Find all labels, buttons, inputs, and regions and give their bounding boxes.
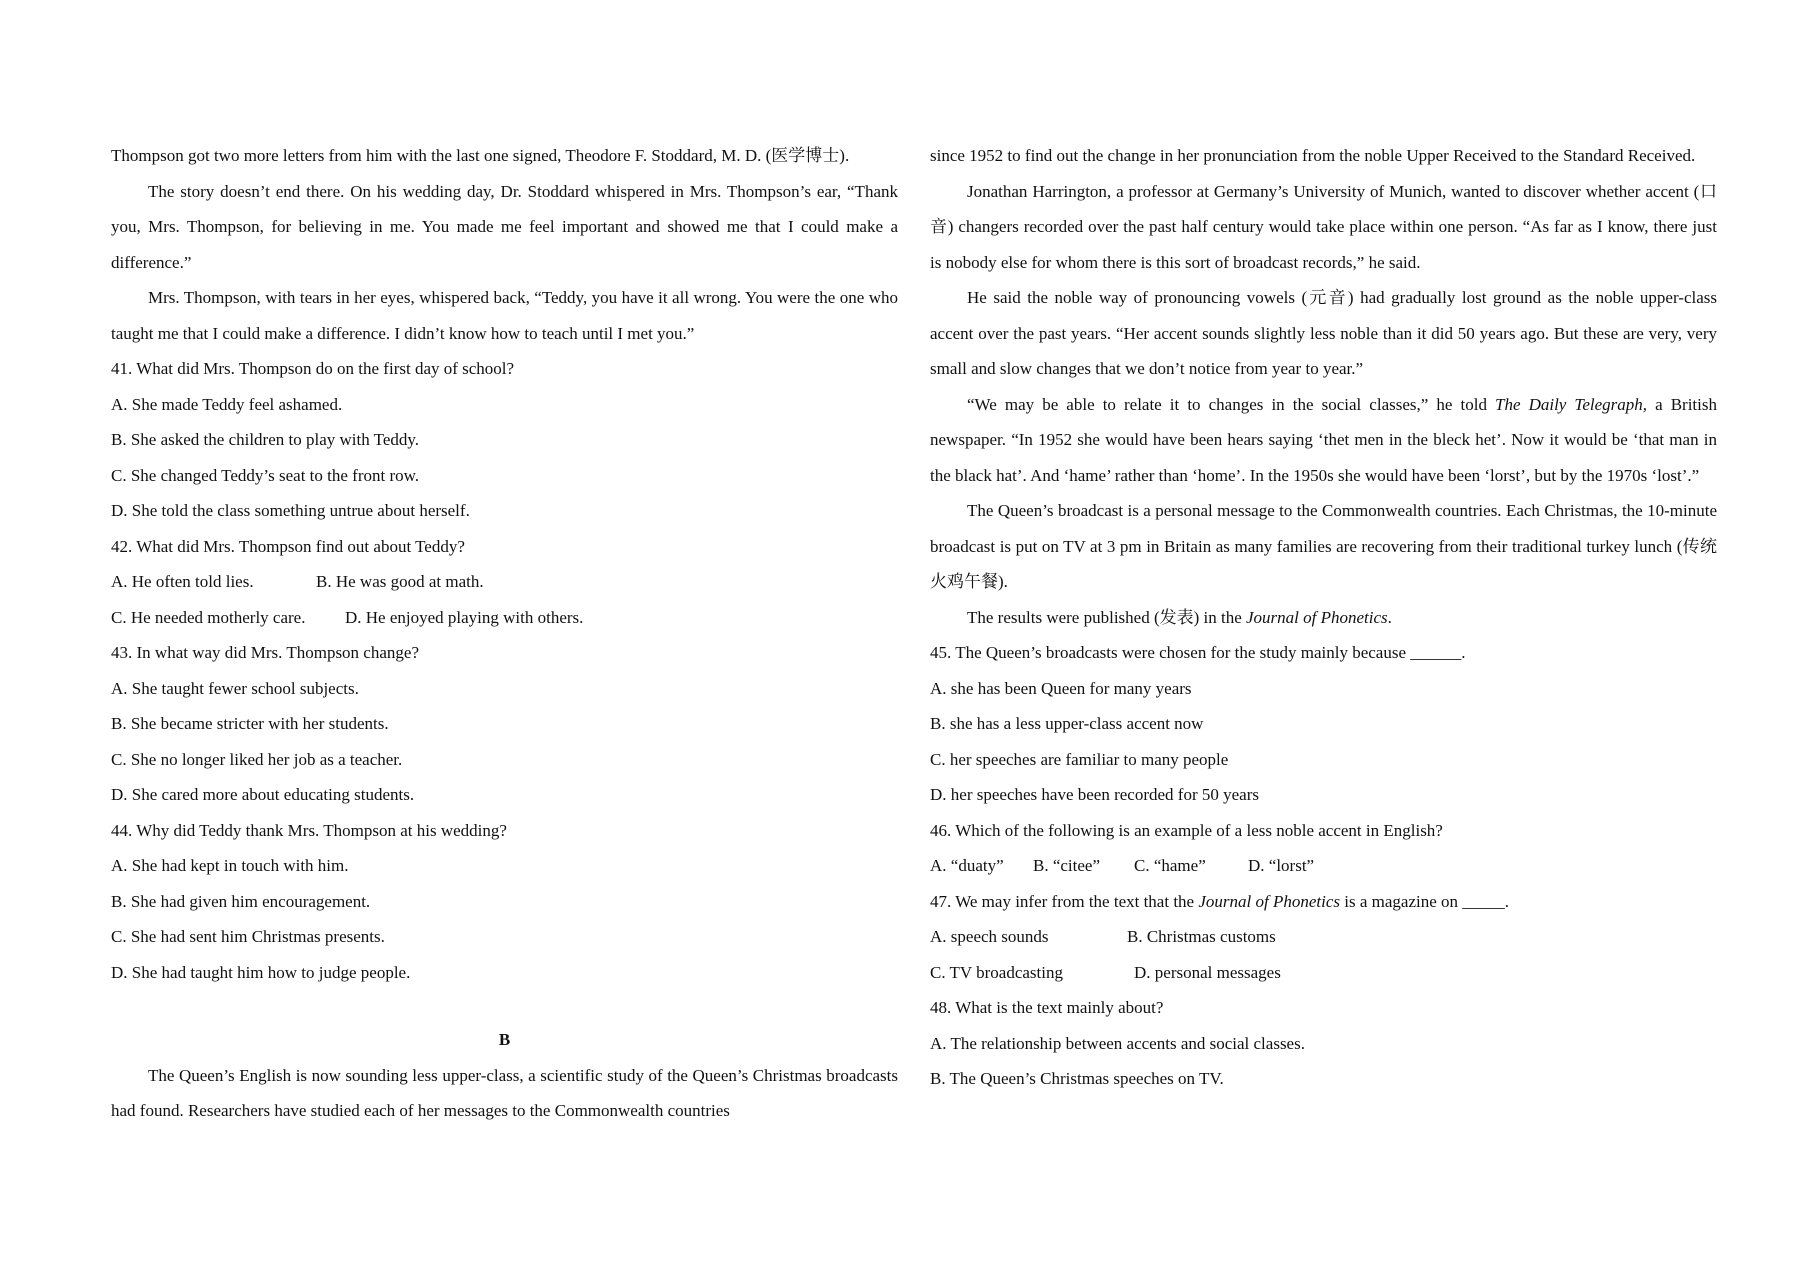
passage-a-paragraph: The story doesn’t end there. On his wedding day, Dr. Stoddard whispered in Mrs. Thompson’s ear, “Thank you, Mrs. Thompson, for believing in me. You made me feel important and showed me that I could make a difference.” [111,181,898,272]
passage-b-paragraph [930,387,1717,494]
paragraph-text: “We may be able to relate it to changes in the social classes,” he told [967,394,1496,414]
question-44-option-a: A. She had kept in touch with him. [111,856,349,875]
question-41-option-c: C. She changed Teddy’s seat to the front row. [111,465,420,485]
question-46-option-b: B. “citee” [1033,856,1101,875]
left-column [111,138,898,1129]
question-42-option-c: C. He needed motherly care. [111,607,306,627]
section-heading-b: B [498,1030,511,1049]
right-column [930,138,1717,1097]
passage-b-paragraph [930,600,1717,636]
question-43-stem: 43. In what way did Mrs. Thompson change? [111,643,419,662]
paragraph-text: The results were published (发表) in the [967,607,1247,627]
question-43-option-b: B. She became stricter with her students. [111,714,389,733]
journal-title: Journal of Phonetics [1246,607,1388,627]
question-43-option-a: A. She taught fewer school subjects. [111,678,359,698]
question-42-option-b: B. He was good at math. [316,572,484,591]
question-44-stem: 44. Why did Teddy thank Mrs. Thompson at his wedding? [111,820,507,840]
question-47-option-a: A. speech sounds [930,927,1049,946]
passage-a-continuation: Thompson got two more letters from him with the last one signed, Theodore F. Stoddard, M. D. (医学博士). [111,146,850,165]
question-48-stem: 48. What is the text mainly about? [930,998,1164,1017]
question-42-stem: 42. What did Mrs. Thompson find out about Teddy? [111,536,465,556]
question-44-option-c: C. She had sent him Christmas presents. [111,927,385,946]
question-47-options-row-2 [930,955,1717,991]
question-45-stem: 45. The Queen’s broadcasts were chosen for the study mainly because ______. [930,643,1466,662]
question-42-options-row-1 [111,564,898,600]
question-46-stem: 46. Which of the following is an example of a less noble accent in English? [930,820,1443,840]
passage-b-paragraph: Jonathan Harrington, a professor at Germany’s University of Munich, wanted to discover whether accent (口音) changers recorded over the past half century would take place within one person. “As far as I know, there just is nobody else for whom there is this sort of broadcast records,” he said. [930,181,1717,272]
passage-b-paragraph: He said the noble way of pronouncing vowels (元音) had gradually lost ground as the noble upper-class accent over the past years. “Her accent sounds slightly less noble than it did 50 years ago. But these are very, very small and slow changes that we don’t notice from year to year.” [930,288,1717,378]
question-43-option-c: C. She no longer liked her job as a teacher. [111,749,403,769]
paragraph-text: a British newspaper. “In 1952 she would have been hears saying ‘thet men in the bleck het’. Now it would be ‘that man in the black hat’. And ‘hame’ rather than ‘home’. In the 1950s she would have been ‘lorst’, but by the 1970s ‘lost’.” [930,394,1717,485]
newspaper-title: The Daily Telegraph, [1495,394,1648,414]
question-48-option-b: B. The Queen’s Christmas speeches on TV. [930,1069,1224,1088]
question-42-option-a: A. He often told lies. [111,572,254,591]
journal-title: Journal of Phonetics [1198,891,1341,911]
question-43-option-d: D. She cared more about educating students. [111,785,415,804]
question-41-stem: 41. What did Mrs. Thompson do on the first day of school? [111,359,515,378]
question-48-option-a: A. The relationship between accents and social classes. [930,1033,1305,1053]
question-42-option-d: D. He enjoyed playing with others. [345,607,584,627]
passage-a-paragraph: Mrs. Thompson, with tears in her eyes, whispered back, “Teddy, you have it all wrong. You were the one who taught me that I could make a difference. I didn’t know how to teach until I met you.” [111,288,898,343]
question-text: is a magazine on _____. [1340,891,1510,911]
paragraph-text: . [1387,607,1392,627]
question-47-option-b: B. Christmas customs [1127,927,1276,946]
question-46-options-row [930,848,1717,884]
question-47-option-c: C. TV broadcasting [930,962,1063,982]
question-42-options-row-2 [111,600,898,636]
passage-b-continuation: since 1952 to find out the change in her pronunciation from the noble Upper Received to the Standard Received. [930,146,1696,165]
question-46-option-c: C. “hame” [1134,856,1206,875]
passage-b-paragraph: The Queen’s English is now sounding less upper-class, a scientific study of the Queen’s Christmas broadcasts had found. Researchers have studied each of her messages to the Commonwealth countries [111,1065,898,1120]
question-45-option-d: D. her speeches have been recorded for 50 years [930,785,1259,804]
question-44-option-b: B. She had given him encouragement. [111,891,371,911]
question-41-option-b: B. She asked the children to play with Teddy. [111,430,420,449]
question-45-option-a: A. she has been Queen for many years [930,678,1192,698]
question-46-option-d: D. “lorst” [1248,856,1315,875]
question-text: 47. We may infer from the text that the [930,891,1199,911]
question-47-option-d: D. personal messages [1134,962,1281,982]
question-44-option-d: D. She had taught him how to judge people. [111,962,411,982]
question-41-option-a: A. She made Teddy feel ashamed. [111,394,343,414]
question-47-options-row-1 [930,919,1717,955]
passage-b-paragraph: The Queen’s broadcast is a personal message to the Commonwealth countries. Each Christmas, the 10-minute broadcast is put on TV at 3 pm in Britain as many families are recovering from their traditional turkey lunch (传统火鸡午餐). [930,501,1717,591]
question-45-option-b: B. she has a less upper-class accent now [930,714,1204,733]
question-47-stem [930,884,1717,920]
question-41-option-d: D. She told the class something untrue about herself. [111,501,470,520]
question-46-option-a: A. “duaty” [930,856,1004,875]
question-45-option-c: C. her speeches are familiar to many people [930,749,1229,769]
